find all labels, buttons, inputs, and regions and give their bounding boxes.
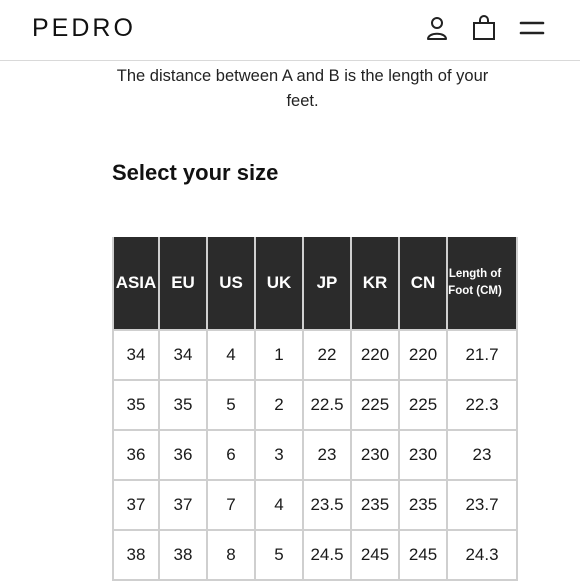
menu-icon[interactable] xyxy=(518,14,546,42)
table-cell: 245 xyxy=(400,531,448,581)
size-table-container[interactable] xyxy=(112,237,502,580)
measurement-description: The distance between A and B is the length of your feet. xyxy=(116,67,489,110)
account-icon[interactable] xyxy=(423,14,451,42)
table-cell: 23.7 xyxy=(448,481,518,531)
column-header: EU xyxy=(160,237,208,331)
table-cell: 34 xyxy=(112,331,160,381)
table-cell: 37 xyxy=(160,481,208,531)
table-cell: 23 xyxy=(304,431,352,481)
table-cell: 38 xyxy=(112,531,160,581)
table-cell: 230 xyxy=(352,431,400,481)
table-cell: 1 xyxy=(256,331,304,381)
shopping-bag-icon[interactable] xyxy=(470,14,498,42)
table-cell: 21.7 xyxy=(448,331,518,381)
section-title: Select your size xyxy=(112,160,279,185)
table-cell: 225 xyxy=(400,381,448,431)
table-cell: 2 xyxy=(256,381,304,431)
table-cell: 23.5 xyxy=(304,481,352,531)
table-cell: 245 xyxy=(352,531,400,581)
table-cell: 230 xyxy=(400,431,448,481)
column-header: ASIA xyxy=(112,237,160,331)
table-cell: 36 xyxy=(112,431,160,481)
column-header: KR xyxy=(352,237,400,331)
table-cell: 22 xyxy=(304,331,352,381)
table-row xyxy=(112,381,518,431)
table-cell: 6 xyxy=(208,431,256,481)
column-header: JP xyxy=(304,237,352,331)
table-cell: 235 xyxy=(400,481,448,531)
table-row xyxy=(112,331,518,381)
table-cell: 24.3 xyxy=(448,531,518,581)
table-cell: 220 xyxy=(400,331,448,381)
table-cell: 23 xyxy=(448,431,518,481)
column-header: US xyxy=(208,237,256,331)
brand-logo[interactable]: PEDRO xyxy=(32,14,136,42)
table-cell: 225 xyxy=(352,381,400,431)
table-cell: 36 xyxy=(160,431,208,481)
table-cell: 34 xyxy=(160,331,208,381)
column-header: UK xyxy=(256,237,304,331)
table-cell: 5 xyxy=(208,381,256,431)
table-cell: 220 xyxy=(352,331,400,381)
table-cell: 38 xyxy=(160,531,208,581)
table-cell: 4 xyxy=(208,331,256,381)
table-row xyxy=(112,481,518,531)
table-cell: 4 xyxy=(256,481,304,531)
size-table xyxy=(112,237,518,581)
table-cell: 35 xyxy=(160,381,208,431)
site-header xyxy=(0,0,580,61)
table-cell: 235 xyxy=(352,481,400,531)
table-cell: 5 xyxy=(256,531,304,581)
column-header: Length of Foot (CM) xyxy=(448,237,518,331)
table-cell: 37 xyxy=(112,481,160,531)
table-cell: 7 xyxy=(208,481,256,531)
column-header: CN xyxy=(400,237,448,331)
table-cell: 22.3 xyxy=(448,381,518,431)
table-cell: 35 xyxy=(112,381,160,431)
table-row xyxy=(112,431,518,481)
table-cell: 8 xyxy=(208,531,256,581)
table-cell: 3 xyxy=(256,431,304,481)
table-cell: 24.5 xyxy=(304,531,352,581)
table-cell: 22.5 xyxy=(304,381,352,431)
table-row xyxy=(112,531,518,581)
size-table-header-row xyxy=(112,237,518,331)
